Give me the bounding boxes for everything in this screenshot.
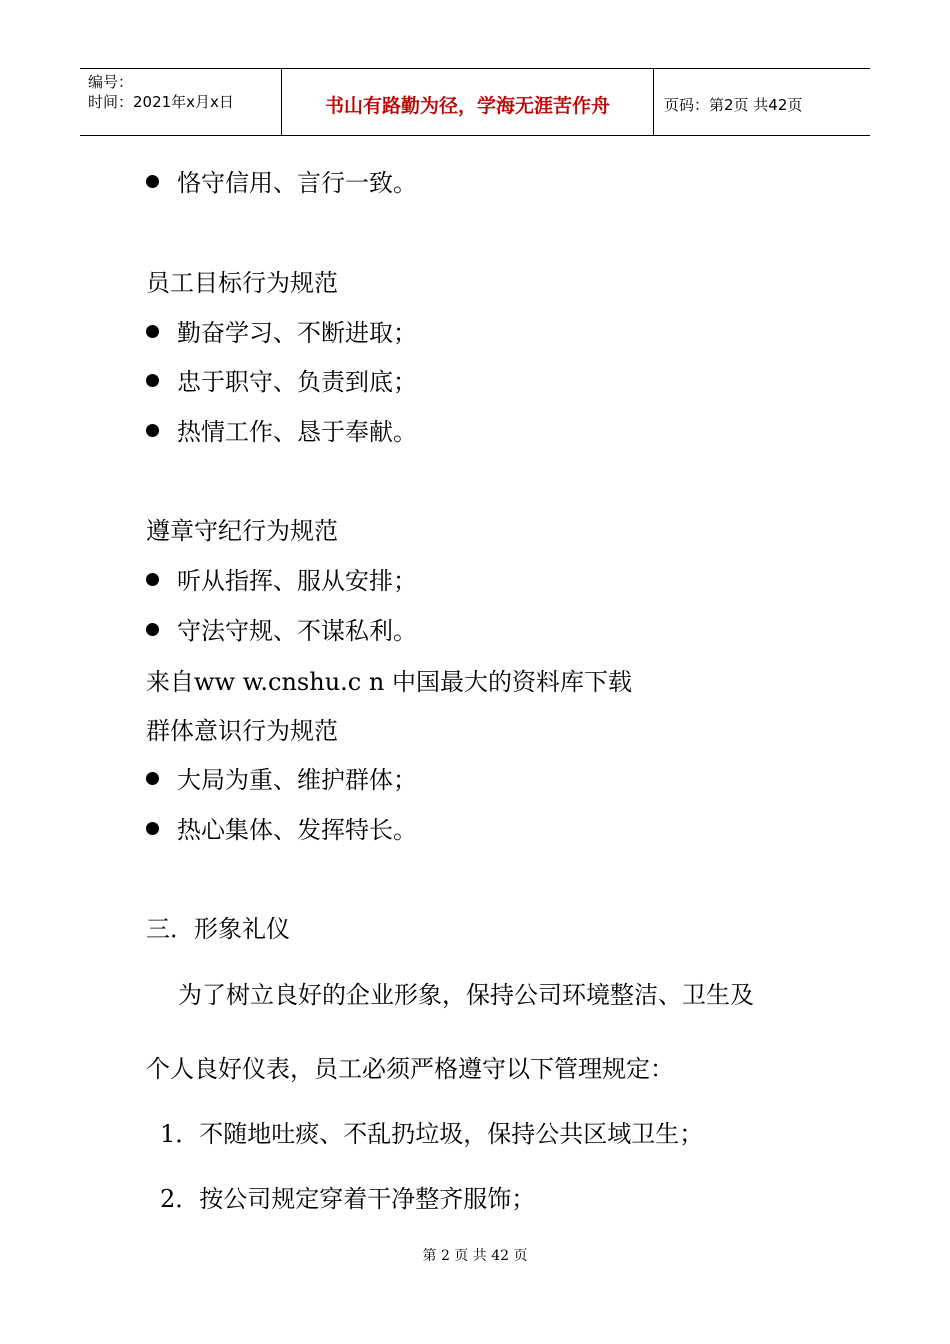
bullet-icon [146, 772, 159, 785]
bullet-text: 恪守信用、言行一致。 [177, 169, 417, 197]
bullet-icon [146, 325, 159, 338]
bullet-text: 热心集体、发挥特长。 [177, 816, 417, 844]
bullet-icon [146, 623, 159, 636]
header-motto: 书山有路勤为径，学海无涯苦作舟 [282, 69, 654, 135]
date-label: 时间：2021年x月x日 [88, 93, 234, 111]
subheading: 遵章守纪行为规范 [146, 517, 338, 545]
bullet-item [146, 417, 417, 447]
header-page-info: 页码：第2页 共42页 [664, 95, 803, 114]
section-title: 三．形象礼仪 [146, 915, 290, 943]
bullet-item [146, 318, 417, 348]
bullet-icon [146, 822, 159, 835]
bullet-item [146, 367, 417, 397]
bullet-item [146, 566, 417, 596]
numbered-item: 1．不随地吐痰、不乱扔垃圾，保持公共区域卫生； [160, 1120, 704, 1148]
bullet-item [146, 168, 417, 198]
document-header [80, 68, 870, 136]
bullet-icon [146, 573, 159, 586]
bullet-text: 听从指挥、服从安排； [177, 567, 417, 595]
header-meta [80, 69, 282, 135]
page-footer: 第 2 页 共 42 页 [422, 1248, 528, 1264]
numbered-item: 2．按公司规定穿着干净整齐服饰； [160, 1185, 536, 1213]
source-note: 来自ww w.cnshu.c n 中国最大的资料库下载 [146, 668, 632, 696]
subheading: 群体意识行为规范 [146, 717, 338, 745]
bullet-text: 守法守规、不谋私利。 [177, 617, 417, 645]
bullet-text: 勤奋学习、不断进取； [177, 319, 417, 347]
bullet-icon [146, 175, 159, 188]
paragraph-line: 个人良好仪表，员工必须严格遵守以下管理规定： [146, 1055, 674, 1083]
paragraph-line: 为了树立良好的企业形象，保持公司环境整洁、卫生及 [178, 981, 754, 1009]
bullet-text: 大局为重、维护群体； [177, 766, 417, 794]
bullet-icon [146, 424, 159, 437]
bullet-item [146, 765, 417, 795]
bullet-text: 热情工作、恳于奉献。 [177, 418, 417, 446]
subheading: 员工目标行为规范 [146, 269, 338, 297]
bullet-item [146, 616, 417, 646]
bullet-icon [146, 374, 159, 387]
number-label: 编号： [88, 73, 134, 91]
bullet-item [146, 815, 417, 845]
bullet-text: 忠于职守、负责到底； [177, 368, 417, 396]
